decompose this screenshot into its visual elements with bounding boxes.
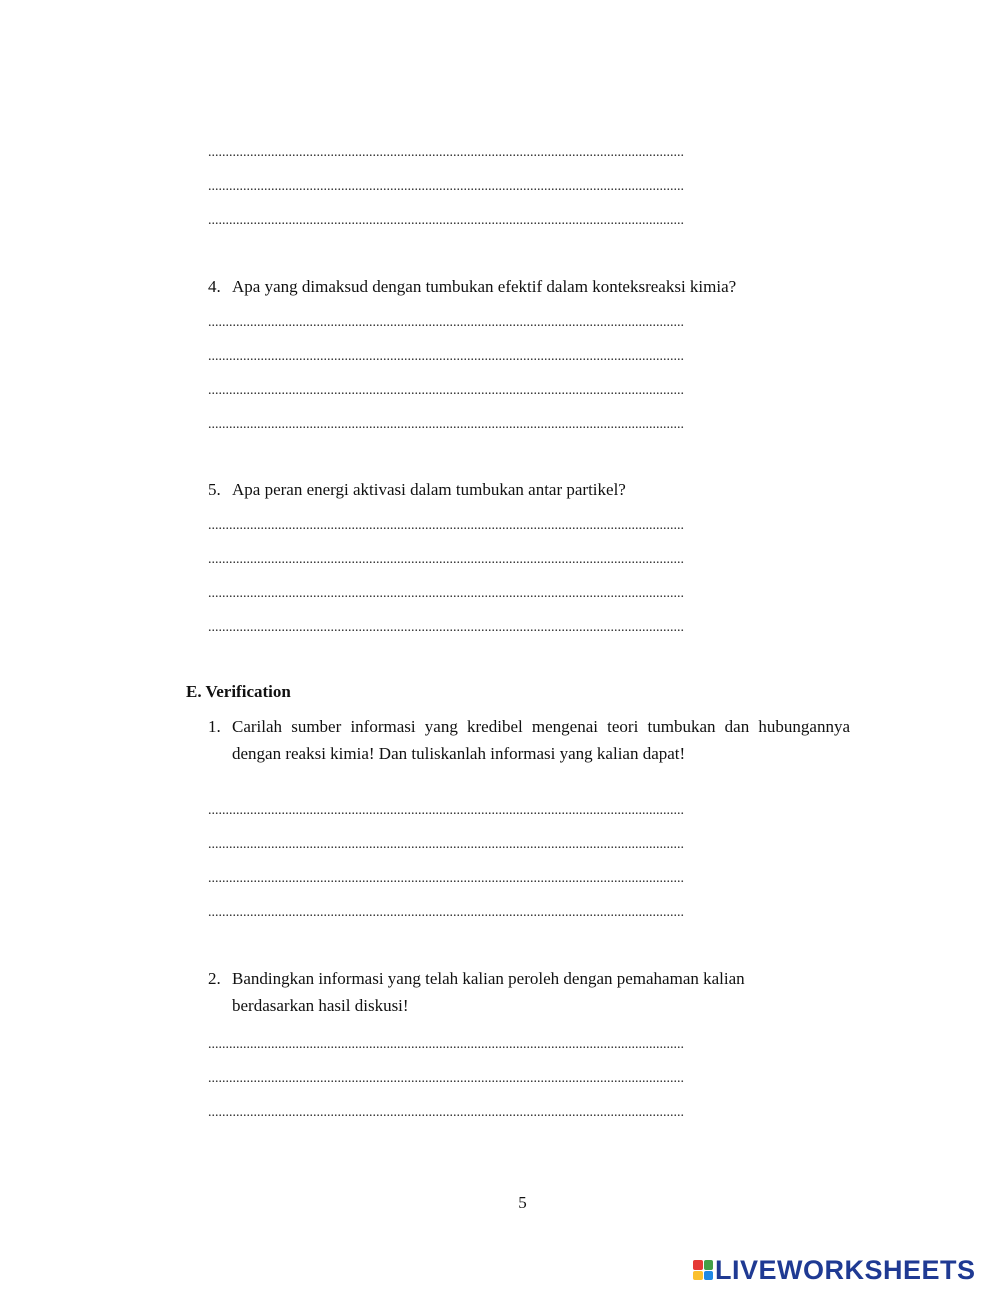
question-number: 4. xyxy=(208,277,221,296)
answer-line[interactable]: ........................................................................................................................................ xyxy=(208,1071,684,1086)
answer-line[interactable]: ........................................................................................................................................ xyxy=(208,871,684,886)
logo-icon xyxy=(693,1260,713,1280)
answer-line[interactable]: ........................................................................................................................................ xyxy=(208,837,684,852)
answer-line[interactable]: ........................................................................................................................................ xyxy=(208,417,684,432)
question-number: 1. xyxy=(208,717,221,736)
answer-line[interactable]: ........................................................................................................................................ xyxy=(208,905,684,920)
answer-line[interactable]: ........................................................................................................................................ xyxy=(208,620,684,635)
answer-line[interactable]: ........................................................................................................................................ xyxy=(208,1037,684,1052)
question-5 xyxy=(208,476,850,503)
answer-line[interactable]: ........................................................................................................................................ xyxy=(208,213,684,228)
answer-line[interactable]: ........................................................................................................................................ xyxy=(208,803,684,818)
answer-line[interactable]: ........................................................................................................................................ xyxy=(208,315,684,330)
question-text: Apa yang dimaksud dengan tumbukan efektif dalam konteksreaksi kimia? xyxy=(232,277,737,296)
question-number: 5. xyxy=(208,480,221,499)
answer-line[interactable]: ........................................................................................................................................ xyxy=(208,179,684,194)
answer-line[interactable]: ........................................................................................................................................ xyxy=(208,145,684,160)
question-number: 2. xyxy=(208,969,221,988)
question-text: Apa peran energi aktivasi dalam tumbukan antar partikel? xyxy=(232,480,626,499)
answer-line[interactable]: ........................................................................................................................................ xyxy=(208,518,684,533)
answer-line[interactable]: ........................................................................................................................................ xyxy=(208,1105,684,1120)
question-e2 xyxy=(208,965,828,1019)
question-text: Carilah sumber informasi yang kredibel mengenai teori tumbukan dan hubungannya dengan reaksi kimia! Dan tuliskanlah informasi yang kalian dapat! xyxy=(232,717,850,763)
question-e1 xyxy=(208,713,850,767)
page-number: 5 xyxy=(518,1193,527,1212)
logo-square xyxy=(693,1260,703,1270)
liveworksheets-logo[interactable] xyxy=(693,1256,976,1284)
logo-square xyxy=(704,1271,714,1281)
logo-square xyxy=(693,1271,703,1281)
answer-line[interactable]: ........................................................................................................................................ xyxy=(208,586,684,601)
logo-square xyxy=(704,1260,714,1270)
question-text: Bandingkan informasi yang telah kalian peroleh dengan pemahaman kalian berdasarkan hasil diskusi! xyxy=(232,969,745,1015)
answer-line[interactable]: ........................................................................................................................................ xyxy=(208,349,684,364)
question-4 xyxy=(208,273,850,300)
logo-text: LIVEWORKSHEETS xyxy=(715,1255,976,1285)
section-heading: E. Verification xyxy=(186,682,291,701)
answer-line[interactable]: ........................................................................................................................................ xyxy=(208,383,684,398)
answer-line[interactable]: ........................................................................................................................................ xyxy=(208,552,684,567)
